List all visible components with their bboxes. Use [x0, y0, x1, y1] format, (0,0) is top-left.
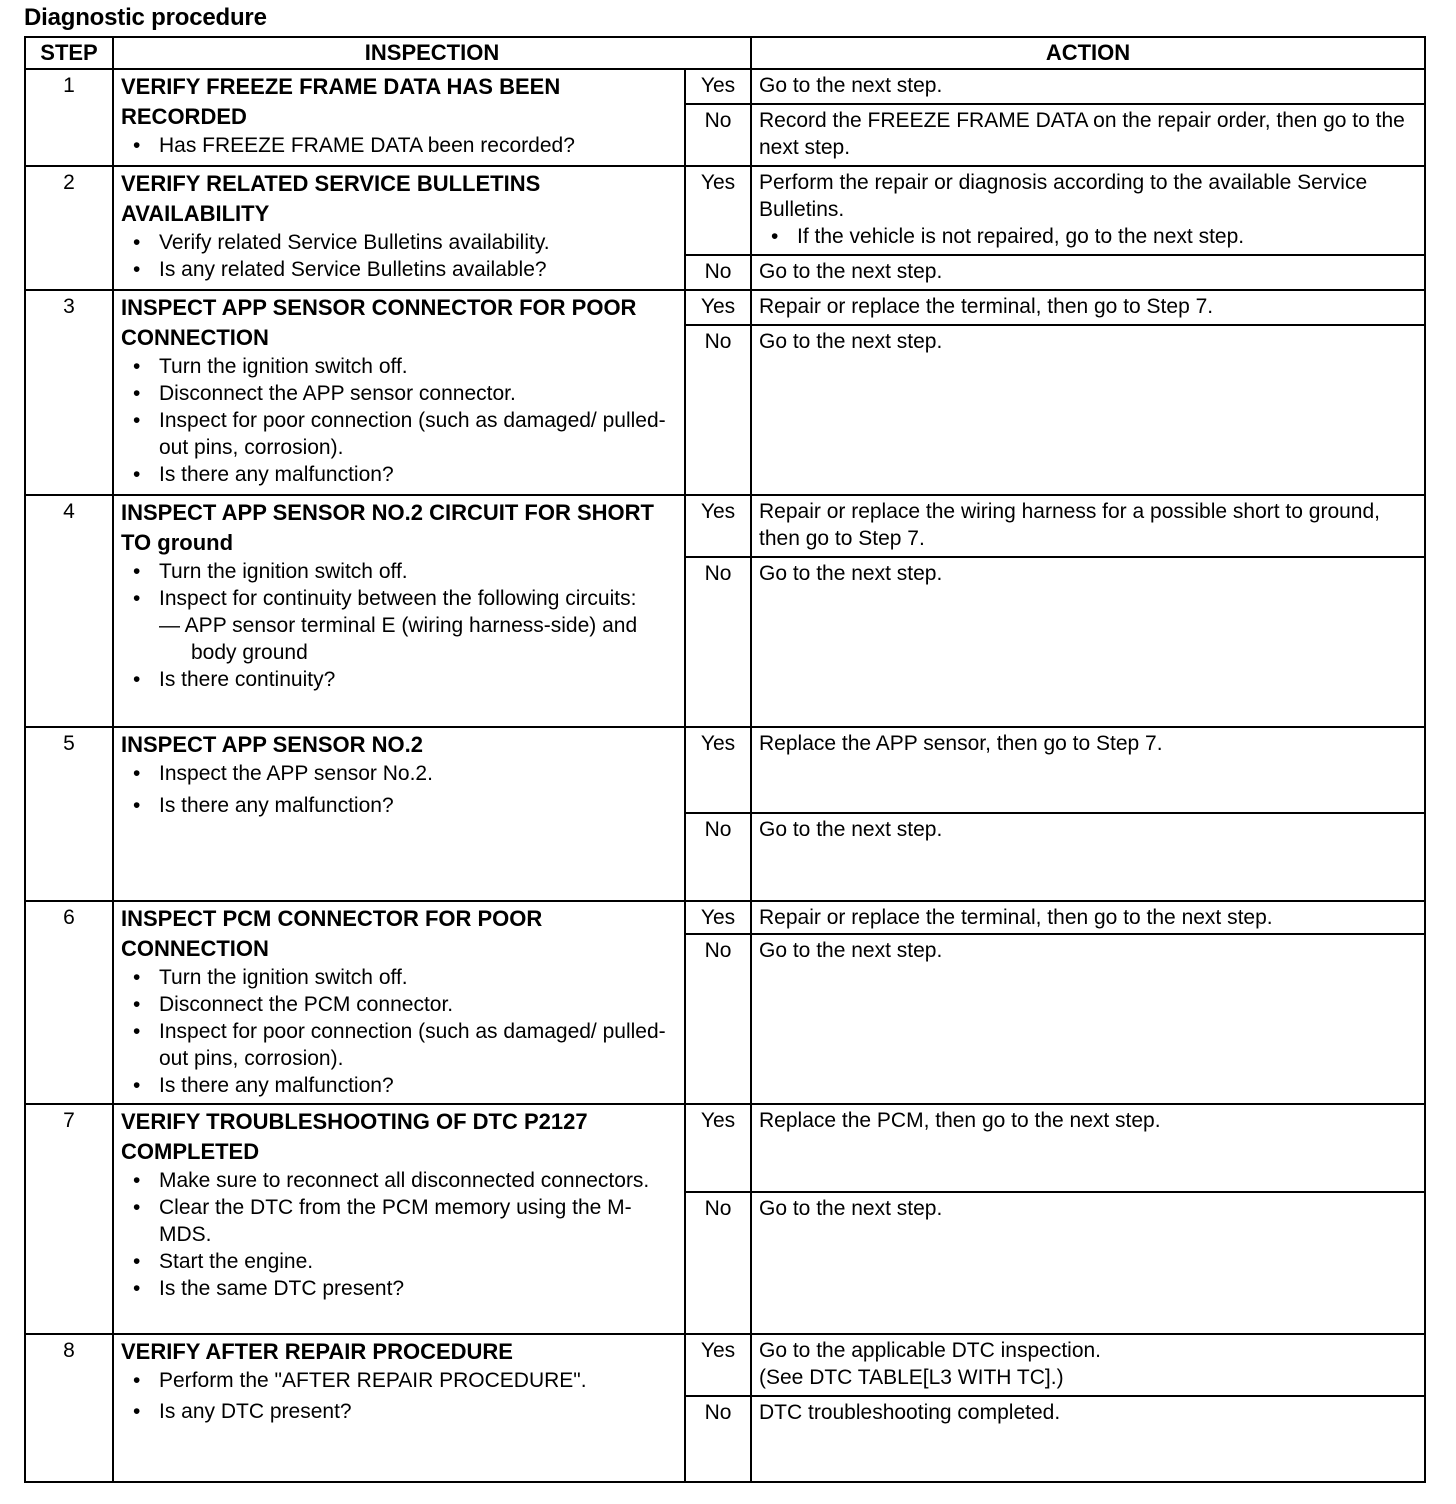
inspection-bullet: • Is the same DTC present? — [159, 1275, 677, 1302]
yes-action: Repair or replace the terminal, then go to Step 7. — [751, 290, 1425, 325]
inspection-bullet: • Inspect for poor connection (such as damaged/ pulled-out pins, corrosion). — [159, 407, 677, 461]
inspection-bullet: • Inspect for poor connection (such as damaged/ pulled-out pins, corrosion). — [159, 1018, 677, 1072]
inspection-bullet: • Start the engine. — [159, 1248, 677, 1275]
yes-action: Repair or replace the terminal, then go to the next step. — [751, 901, 1425, 934]
yes-action: Repair or replace the wiring harness for a possible short to ground, then go to Step 7. — [751, 495, 1425, 557]
inspection-bullet: • Turn the ignition switch off. — [159, 353, 677, 380]
inspection-bullet: • Inspect for continuity between the following circuits: — [159, 585, 677, 612]
header-inspection: INSPECTION — [113, 37, 751, 69]
yes-label: Yes — [685, 1104, 751, 1192]
yes-action-text: Go to the applicable DTC inspection. — [759, 1339, 1102, 1362]
yes-action-bullets — [759, 223, 1417, 250]
inspection-bullet: • Inspect the APP sensor No.2. — [159, 760, 677, 787]
yes-label: Yes — [685, 1334, 751, 1396]
no-label: No — [685, 1192, 751, 1334]
header-action: ACTION — [751, 37, 1425, 69]
inspection-bullet: • Clear the DTC from the PCM memory using the M-MDS. — [159, 1194, 677, 1248]
inspection-title: INSPECT APP SENSOR CONNECTOR FOR POOR CONNECTION — [121, 295, 637, 350]
inspection-cell — [113, 290, 685, 495]
step-number: 7 — [25, 1104, 113, 1334]
step-row — [25, 69, 1425, 104]
inspection-title: VERIFY RELATED SERVICE BULLETINS AVAILABILITY — [121, 171, 541, 226]
no-action: Go to the next step. — [751, 1192, 1425, 1334]
inspection-cell — [113, 901, 685, 1104]
inspection-bullet: • Is any DTC present? — [159, 1398, 677, 1425]
step-number: 1 — [25, 69, 113, 166]
inspection-title: INSPECT PCM CONNECTOR FOR POOR CONNECTION — [121, 906, 543, 961]
inspection-bullets — [121, 760, 677, 819]
step-row — [25, 901, 1425, 934]
inspection-bullets — [121, 558, 677, 693]
yes-action-text: Perform the repair or diagnosis according to the available Service Bulletins. — [759, 171, 1368, 221]
no-label: No — [685, 1396, 751, 1482]
inspection-bullets — [121, 1167, 677, 1302]
inspection-cell — [113, 166, 685, 290]
no-action: Go to the next step. — [751, 813, 1425, 901]
yes-action — [751, 166, 1425, 255]
no-label: No — [685, 557, 751, 727]
step-number: 5 — [25, 727, 113, 901]
inspection-title: INSPECT APP SENSOR NO.2 CIRCUIT FOR SHORT TO ground — [121, 500, 654, 555]
step-row — [25, 727, 1425, 813]
inspection-cell — [113, 69, 685, 166]
header-row — [25, 37, 1425, 69]
inspection-title: VERIFY AFTER REPAIR PROCEDURE — [121, 1339, 513, 1364]
step-row — [25, 290, 1425, 325]
inspection-bullet: • Is there continuity? — [159, 666, 677, 693]
inspection-bullet: • Disconnect the PCM connector. — [159, 991, 677, 1018]
step-number: 3 — [25, 290, 113, 495]
inspection-sub-bullet: — APP sensor terminal E (wiring harness-side) and body ground — [159, 614, 638, 664]
no-label: No — [685, 325, 751, 495]
inspection-bullet: • Perform the "AFTER REPAIR PROCEDURE". — [159, 1367, 677, 1394]
inspection-bullets — [121, 229, 677, 283]
yes-label: Yes — [685, 901, 751, 934]
step-number: 6 — [25, 901, 113, 1104]
yes-action: Replace the PCM, then go to the next step. — [751, 1104, 1425, 1192]
inspection-bullet: • Has FREEZE FRAME DATA been recorded? — [159, 132, 677, 159]
inspection-bullet: • Is there any malfunction? — [159, 1072, 677, 1099]
inspection-bullet: • Make sure to reconnect all disconnected connectors. — [159, 1167, 677, 1194]
no-action: Go to the next step. — [751, 255, 1425, 290]
inspection-title: INSPECT APP SENSOR NO.2 — [121, 732, 423, 757]
inspection-bullet: • Turn the ignition switch off. — [159, 964, 677, 991]
no-label: No — [685, 813, 751, 901]
inspection-cell — [113, 495, 685, 727]
step-row — [25, 1104, 1425, 1192]
header-step: STEP — [25, 37, 113, 69]
no-label: No — [685, 934, 751, 1104]
no-action: Go to the next step. — [751, 557, 1425, 727]
yes-action-bullet: • If the vehicle is not repaired, go to the next step. — [797, 223, 1417, 250]
inspection-bullet: • Is there any malfunction? — [159, 461, 677, 488]
inspection-bullets — [121, 353, 677, 488]
inspection-bullet: • Disconnect the APP sensor connector. — [159, 380, 677, 407]
yes-action: Replace the APP sensor, then go to Step 7. — [751, 727, 1425, 813]
no-label: No — [685, 255, 751, 290]
inspection-cell — [113, 1334, 685, 1482]
step-number: 4 — [25, 495, 113, 727]
no-action: Record the FREEZE FRAME DATA on the repair order, then go to the next step. — [751, 104, 1425, 166]
inspection-bullet: • Turn the ignition switch off. — [159, 558, 677, 585]
yes-action-reference: (See DTC TABLE[L3 WITH TC].) — [759, 1366, 1064, 1389]
inspection-bullet: • Verify related Service Bulletins availability. — [159, 229, 677, 256]
inspection-title: VERIFY TROUBLESHOOTING OF DTC P2127 COMPLETED — [121, 1109, 588, 1164]
yes-label: Yes — [685, 69, 751, 104]
yes-label: Yes — [685, 166, 751, 255]
step-row — [25, 1334, 1425, 1396]
yes-label: Yes — [685, 290, 751, 325]
inspection-bullets — [121, 132, 677, 159]
no-action: Go to the next step. — [751, 325, 1425, 495]
step-row — [25, 166, 1425, 255]
step-number: 8 — [25, 1334, 113, 1482]
yes-action: Go to the next step. — [751, 69, 1425, 104]
step-number: 2 — [25, 166, 113, 290]
yes-label: Yes — [685, 495, 751, 557]
inspection-cell — [113, 727, 685, 901]
inspection-bullet: • Is there any malfunction? — [159, 792, 677, 819]
no-label: No — [685, 104, 751, 166]
yes-action — [751, 1334, 1425, 1396]
inspection-bullets — [121, 1367, 677, 1425]
inspection-bullet: • Is any related Service Bulletins available? — [159, 256, 677, 283]
step-row — [25, 495, 1425, 557]
yes-label: Yes — [685, 727, 751, 813]
inspection-cell — [113, 1104, 685, 1334]
no-action: DTC troubleshooting completed. — [751, 1396, 1425, 1482]
diagnostic-procedure-table — [24, 36, 1426, 1483]
inspection-title: VERIFY FREEZE FRAME DATA HAS BEEN RECORDED — [121, 74, 561, 129]
document-title: Diagnostic procedure — [24, 4, 267, 31]
no-action: Go to the next step. — [751, 934, 1425, 1104]
inspection-bullets — [121, 964, 677, 1099]
